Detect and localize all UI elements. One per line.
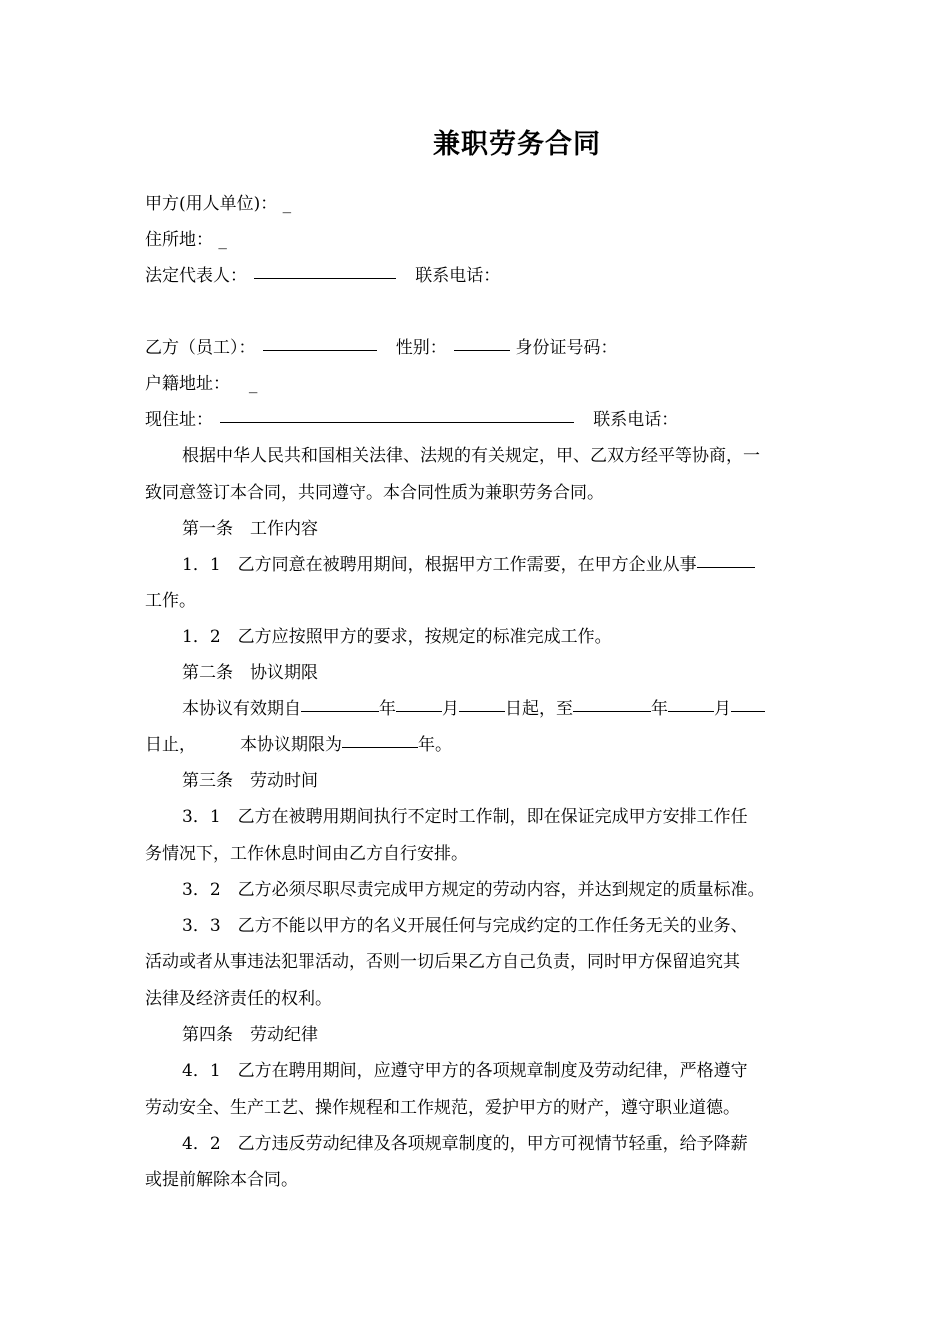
start-day-blank[interactable] <box>459 710 505 712</box>
current-address-label: 现住址： <box>145 410 213 430</box>
employer-value: _ <box>282 194 292 214</box>
term-label: 本协议期限为 <box>240 735 342 755</box>
article-1-heading: 第一条 工作内容 <box>182 519 318 539</box>
current-address-blank[interactable] <box>220 421 574 423</box>
month-label: 月 <box>714 699 731 719</box>
preamble-line-1: 根据中华人民共和国相关法律、法规的有关规定，甲、乙双方经平等协商，一 <box>182 446 760 466</box>
article-3-heading: 第三条 劳动时间 <box>182 771 318 791</box>
legal-rep-label: 法定代表人： <box>145 266 247 286</box>
year-label: 年 <box>651 699 668 719</box>
employee-label: 乙方（员工）： <box>145 338 256 358</box>
end-day-blank[interactable] <box>731 710 765 712</box>
household-value: _ <box>248 374 258 394</box>
year-label: 年 <box>379 699 396 719</box>
clause-4-1-line-1: 4．1 乙方在聘用期间，应遵守甲方的各项规章制度及劳动纪律，严格遵守 <box>182 1061 748 1081</box>
household-label: 户籍地址： <box>145 374 230 394</box>
gender-blank[interactable] <box>454 349 510 351</box>
term-years-blank[interactable] <box>342 746 418 748</box>
clause-1-1-line-1 <box>182 553 755 577</box>
period-line-1 <box>182 697 765 721</box>
clause-3-1-line-1: 3．1 乙方在被聘用期间执行不定时工作制，即在保证完成甲方安排工作任 <box>182 807 748 827</box>
document-title: 兼职劳务合同 <box>433 129 601 160</box>
address-label: 住所地： <box>145 230 213 250</box>
party-b-employee-line <box>145 336 618 360</box>
term-year-suffix: 年。 <box>418 735 452 755</box>
party-b-phone-label: 联系电话： <box>593 410 679 430</box>
clause-3-2: 3．2 乙方必须尽职尽责完成甲方规定的劳动内容，并达到规定的质量标准。 <box>182 880 765 900</box>
party-a-legal-rep-line <box>145 264 500 288</box>
clause-3-3-line-2: 活动或者从事违法犯罪活动，否则一切后果乙方自己负责，同时甲方保留追究其 <box>145 952 740 972</box>
job-title-blank[interactable] <box>697 566 755 568</box>
gender-label: 性别： <box>395 338 447 358</box>
preamble-line-2: 致同意签订本合同，共同遵守。本合同性质为兼职劳务合同。 <box>145 483 604 503</box>
end-month-blank[interactable] <box>668 710 714 712</box>
article-4-heading: 第四条 劳动纪律 <box>182 1025 318 1045</box>
clause-4-2-line-1: 4．2 乙方违反劳动纪律及各项规章制度的，甲方可视情节轻重，给予降薪 <box>182 1134 748 1154</box>
clause-1-1-text: 1．1 乙方同意在被聘用期间，根据甲方工作需要，在甲方企业从事 <box>182 555 697 575</box>
end-year-blank[interactable] <box>573 710 651 712</box>
employee-name-blank[interactable] <box>263 349 377 351</box>
clause-1-1-line-2: 工作。 <box>145 591 196 611</box>
article-2-heading: 第二条 协议期限 <box>182 663 318 683</box>
clause-1-2: 1．2 乙方应按照甲方的要求，按规定的标准完成工作。 <box>182 627 612 647</box>
clause-3-1-line-2: 务情况下，工作休息时间由乙方自行安排。 <box>145 844 468 864</box>
legal-rep-blank[interactable] <box>254 277 396 279</box>
party-b-current-address-line <box>145 408 678 432</box>
employer-label: 甲方(用人单位)： <box>145 194 278 214</box>
address-value: _ <box>218 230 227 250</box>
clause-4-1-line-2: 劳动安全、生产工艺、操作规程和工作规范，爱护甲方的财产，遵守职业道德。 <box>145 1098 740 1118</box>
party-a-employer-line <box>145 192 291 216</box>
clause-3-3-line-1: 3．3 乙方不能以甲方的名义开展任何与完成约定的工作任务无关的业务、 <box>182 916 748 936</box>
month-label: 月 <box>442 699 459 719</box>
party-b-household-line <box>145 372 257 396</box>
id-number-label: 身份证号码： <box>515 338 618 358</box>
party-a-address-line <box>145 228 227 252</box>
period-line-2 <box>145 733 452 757</box>
start-month-blank[interactable] <box>396 710 442 712</box>
period-start-label: 本协议有效期自 <box>182 699 301 719</box>
start-year-blank[interactable] <box>301 710 379 712</box>
day-from-to-label: 日起，至 <box>505 699 573 719</box>
party-a-phone-label: 联系电话： <box>415 266 501 286</box>
clause-4-2-line-2: 或提前解除本合同。 <box>145 1170 298 1190</box>
clause-3-3-line-3: 法律及经济责任的权利。 <box>145 989 332 1009</box>
day-end-label: 日止， <box>145 735 196 755</box>
